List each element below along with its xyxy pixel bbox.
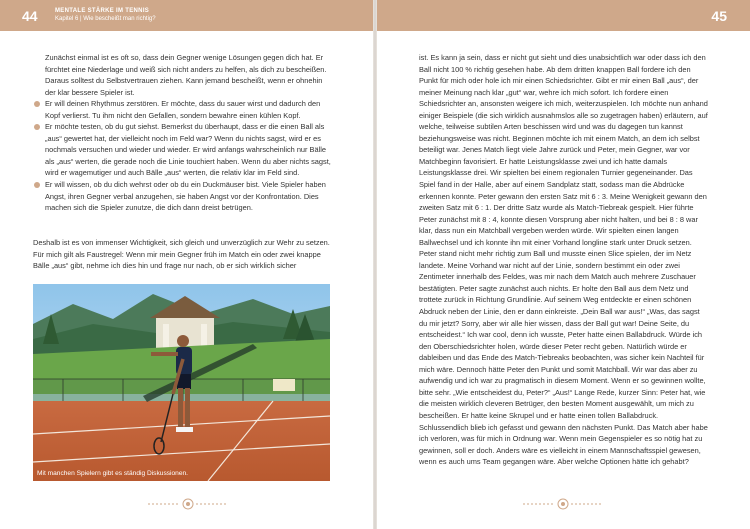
footer-ornament-icon [148,498,228,510]
bullet-item [45,121,335,179]
left-page-number: 44 [22,8,38,24]
tennis-photo [33,284,330,481]
left-text-block [45,52,335,214]
intro-paragraph: Zunächst einmal ist es oft so, dass dein Gegner wenige Lösungen gegen dich hat. Er fürchtet eine Niederlage und weiß sich nicht anders zu helfen, als dich zu bescheißen. Daraus solltest du Selbstvertrauen ziehen. Kann jemand bescheißt, wenn er ohnehin der klar bessere Spieler ist. [45,53,327,97]
right-paragraph: ist. Es kann ja sein, dass er nicht gut sieht und dies unabsichtlich war oder dass ich den Ball nicht 100 % richtig gesehen habe. Ab dem dritten knappen Ball fordere ich den Punkt für mich oder hole ich mir einen Schiedsrichter. Gibt er mir einen Ball „aus“, der meiner Meinung nach klar „gut“ war, wehre ich mich sofort. Ich fordere einen Schiedsrichter an, ansonsten weigere ich mich, weiterzuspielen. Ich möchte nun anhand einiger Beispiele (die sich wirklich ausnahmslos alle so zugetragen haben) erläutern, auf welche, teilweise subtilen Arten beschissen wird und was du dagegen tun kannst beziehungsweise was nicht. Beginnen möchte ich mit einem Match, an dem ich selbst beteiligt war. Jenes Match liegt viele Jahre zurück und Peter, mein Gegner, war vor Matchbeginn favorisiert. Er hatte Leistungsklasse zwei und ich hatte damals Leistungsklasse drei. Wir spielten bei einem regionalen Turnier gegeneinander. Das Spiel fand in der Halle, aber auf einem Sandplatz statt, sodass man die Abdrücke erkennen konnte. Peter gewann den ersten Satz mit 6 : 3. Meine Wenigkeit gewann den zweiten Satz mit 6 : 1. Der dritte Satz wurde als Match-Tiebreak gespielt. Hier führte Peter zunächst mit 8 : 4, konnte diesen Vorsprung aber nicht halten, und bei 8 : 8 war klar, dass nun ein Matchball vergeben werden würde. Wir spielten einen langen Ballwechsel und ich konnte ihn mit einer Vorhand longline stark unter Druck setzen. Peter stand nicht mehr richtig zum Ball und musste einen Slice spielen, der im Netz landete. Meine Vorhand war nicht auf der Linie, sondern bestimmt ein oder zwei Zentimeter innerhalb des Feldes, was mir nach dem Match auch mehrere Zuschauer bestätigten. Peter sagte zunächst auch nichts. Er holte den Ball aus dem Netz und trottete zurück in Richtung Grundlinie. Auf seinem Weg entdeckte er einen schönen Abdruck neben der Linie, den er dann einkreiste. „Dein Ball war aus!“ „Was, das sagst du mir jetzt? Sorry, aber wir alle hier wissen, dass der Ball gut war! Deine Seite, du entscheidest.“ Ich war cool, denn ich wusste, Peter hatte einen Ballabdruck. Würde ich den Oberschiedsrichter holen, würde dieser Peter recht geben. Natürlich würde er dableiben und das Ende des Match-Tiebreaks beobachten, was sicher kein Nachteil für mich wäre. Dennoch hätte Peter den Punkt und somit Matchball. Wir war das aber zu aufwendig und ich war zu pragmatisch in diesem Moment. Wenn er so gewinnen wollte, bitte sehr. „Wie entscheidest du, Peter?“ „Aus!“ Lange Rede, kurzer Sinn: Peter hat, wie die meisten wirklich cleveren Betrüger, den besten Moment ausgewählt, um mich zu bescheißen. Er hatte keine Skrupel und er hatte einen tollen Ballabdruck. Schlussendlich blieb ich gefasst und gewann den nächsten Punkt. Das Match aber habe ich verloren, was für mich in Ordnung war. Wenn mein Gegenspieler es so nötig hat zu gewinnen, soll er doch. Anders wäre es vielleicht in einem Mannschaftsspiel gewesen, wenn es auch ums Team gegangen wäre. Aber welche Optionen hätte ich gehabt? [419,53,708,467]
bullet-text: Er möchte testen, ob du gut siehst. Bemerkst du überhaupt, dass er die einen Ball als „aus“ gewertet hat, der vielleicht noch im Feld war? Wenn du nichts sagst, wird er es nochmals versuchen und wieder und wieder. Er wird anfangs wahrscheinlich nur Bälle als „aus“ werten, die gerade noch die Linie touchiert haben. Wenn du aber nichts sagst, wird er wagemutiger und auch Bälle „aus“ werten, die relativ klar im Feld sind. [45,122,331,178]
bullet-icon [34,182,40,188]
running-head [55,7,156,23]
right-page-number: 45 [711,8,727,24]
bullet-item [45,98,335,121]
running-title: MENTALE STÄRKE IM TENNIS [55,8,150,14]
bullet-icon [34,101,40,107]
left-header-band [0,0,375,31]
bullet-icon [34,124,40,130]
second-paragraph [33,237,333,272]
bullet-list [45,98,335,213]
running-subtitle: Kapitel 6 | Wie bescheißt man richtig? [55,16,156,22]
footer-ornament-icon [523,498,603,510]
book-gutter [373,0,377,529]
bullet-item [45,179,335,214]
right-page [375,0,750,529]
bullet-text: Er will deinen Rhythmus zerstören. Er möchte, dass du sauer wirst und dadurch den Kopf verlierst. Tu ihm nicht den Gefallen, sondern bewahre einen kühlen Kopf. [45,99,321,120]
right-text-block [419,52,709,468]
right-header-band [375,0,750,31]
bullet-text: Er will wissen, ob du dich wehrst oder ob du ein Duckmäuser bist. Viele Spieler haben Angst, ihren Gegner verbal anzugehen, sie haben Angst vor der Konfrontation. Dies machen sich die Spieler zunutze, die dich dann dreist betrügen. [45,180,326,213]
paragraph-text: Deshalb ist es von immenser Wichtigkeit, sich gleich und unverzüglich zur Wehr zu setzen. Für mich gilt als Faustregel: Wenn mir mein Gegner früh im Match ein oder zwei knappe Bälle „aus“ gibt, nehme ich dies hin und frage nur nach, ob er sich wirklich sicher [33,238,330,271]
photo-caption: Mit manchen Spielern gibt es ständig Diskussionen. [37,470,189,477]
tennis-photo-illustration [33,284,330,481]
